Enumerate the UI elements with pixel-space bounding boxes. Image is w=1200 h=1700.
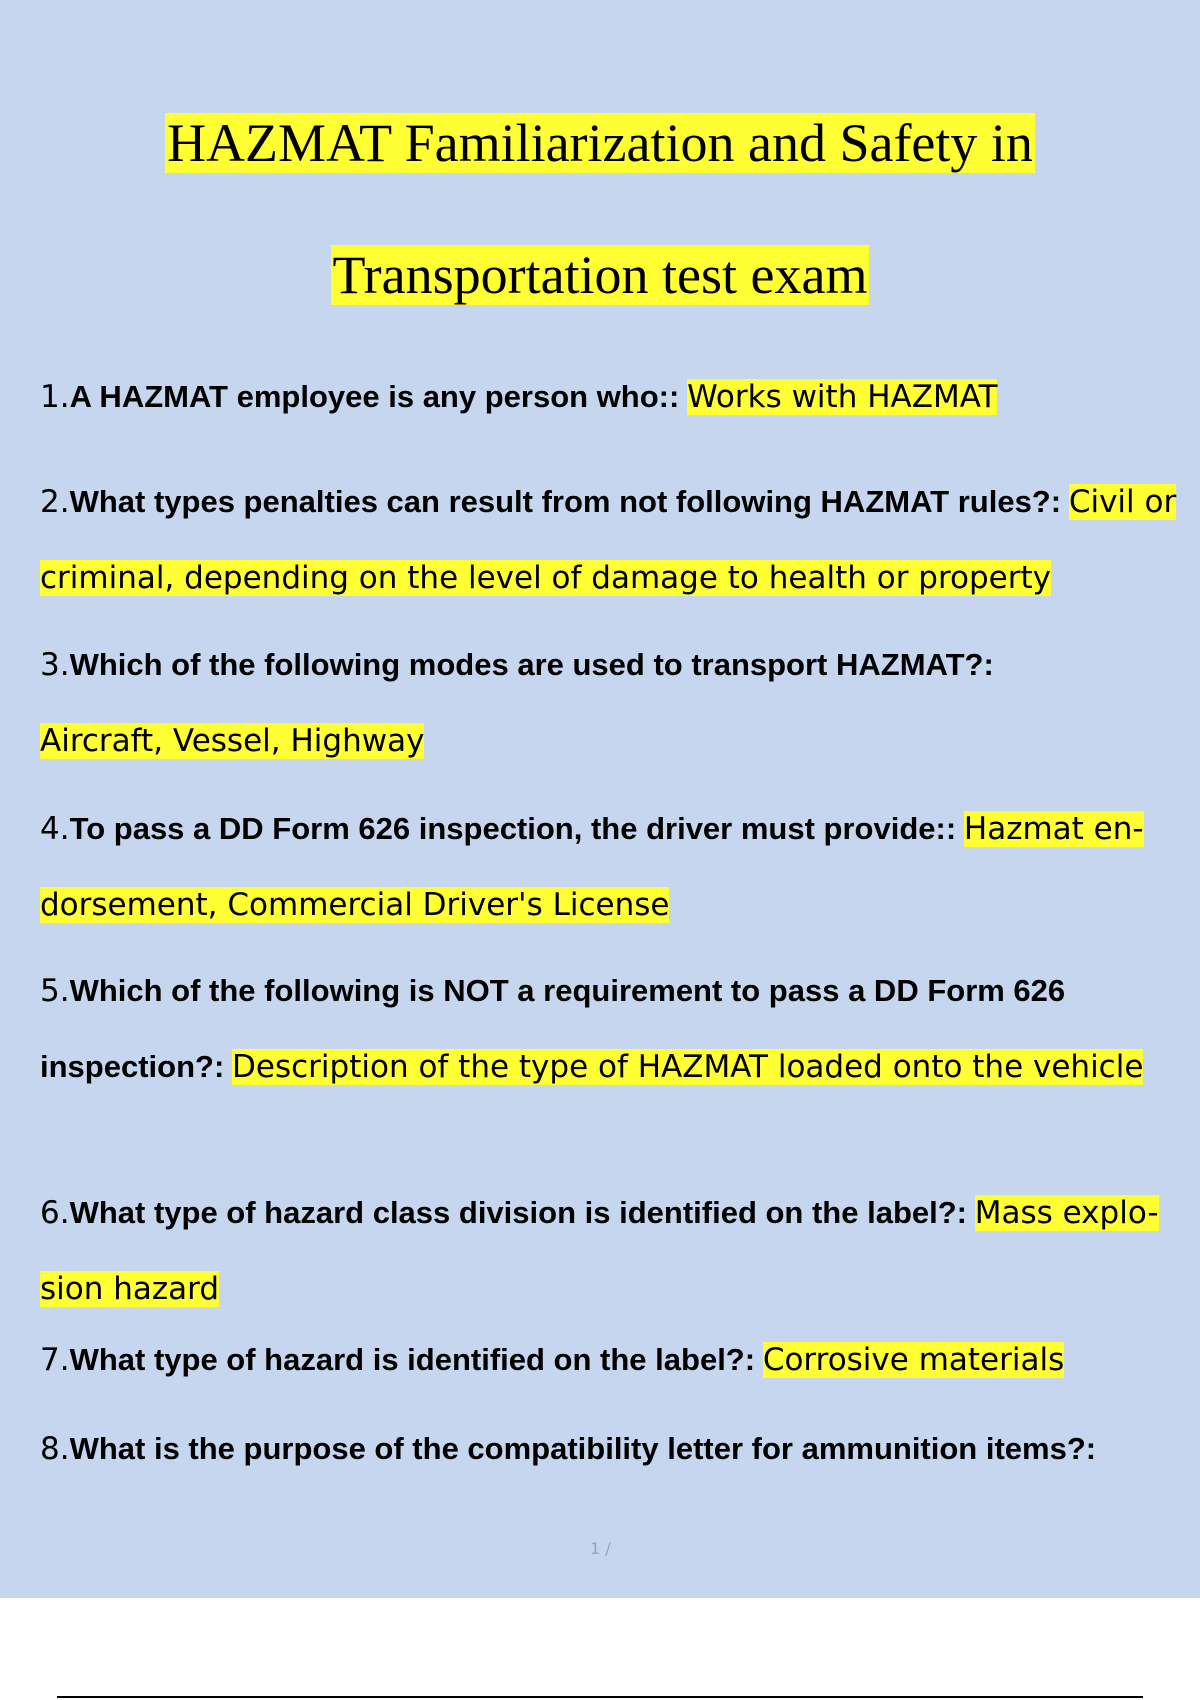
question-text: What type of hazard class division is identified on the label?: <box>69 1195 967 1230</box>
answer-text: Works with HAZMAT <box>687 379 998 415</box>
item-number: 5. <box>40 973 70 1009</box>
answer-text: Corrosive materials <box>762 1342 1065 1378</box>
next-page-divider <box>57 1696 1143 1698</box>
qa-item-3 <box>40 627 1185 779</box>
qa-item-5 <box>40 953 1185 1105</box>
title-line-1 <box>0 110 1200 176</box>
qa-item-1 <box>40 375 1185 419</box>
item-number: 1. <box>40 379 70 415</box>
question-text: To pass a DD Form 626 inspection, the driver must provide:: <box>69 811 957 846</box>
qa-item-7 <box>40 1338 1185 1382</box>
answer-text: Hazmat en- dorsement, Commercial Driver's License <box>40 811 1144 923</box>
answer-text: Description of the type of HAZMAT loaded onto the vehicle <box>232 1049 1144 1085</box>
question-text: What types penalties can result from not following HAZMAT rules?: <box>69 484 1062 519</box>
answer-text: Civil or criminal, depending on the level of damage to health or property <box>40 484 1177 596</box>
item-number: 4. <box>40 811 70 847</box>
item-number: 3. <box>40 647 70 683</box>
question-text: What type of hazard is identified on the label?: <box>69 1342 756 1377</box>
title-text-1: HAZMAT Familiarization and Safety in <box>167 113 1033 173</box>
answer-text: Aircraft, Vessel, Highway <box>40 723 425 759</box>
page-number: 1 / <box>590 1539 611 1558</box>
qa-item-2 <box>40 464 1185 616</box>
title-line-2 <box>0 242 1200 308</box>
item-number: 6. <box>40 1195 70 1231</box>
question-text: Which of the following is NOT a requirement to pass a DD Form 626 inspection?: <box>40 973 1066 1084</box>
question-text: A HAZMAT employee is any person who:: <box>69 379 680 414</box>
qa-item-4 <box>40 791 1185 943</box>
item-number: 2. <box>40 484 70 520</box>
title-text-2: Transportation test exam <box>332 245 868 305</box>
question-text: Which of the following modes are used to transport HAZMAT?: <box>69 647 994 682</box>
item-number: 7. <box>40 1342 70 1378</box>
qa-item-6 <box>40 1175 1185 1327</box>
answer-text: Mass explo- sion hazard <box>40 1195 1159 1307</box>
item-number: 8. <box>40 1431 70 1467</box>
question-text: What is the purpose of the compatibility letter for ammunition items?: <box>69 1431 1097 1466</box>
qa-item-8 <box>40 1427 1185 1471</box>
